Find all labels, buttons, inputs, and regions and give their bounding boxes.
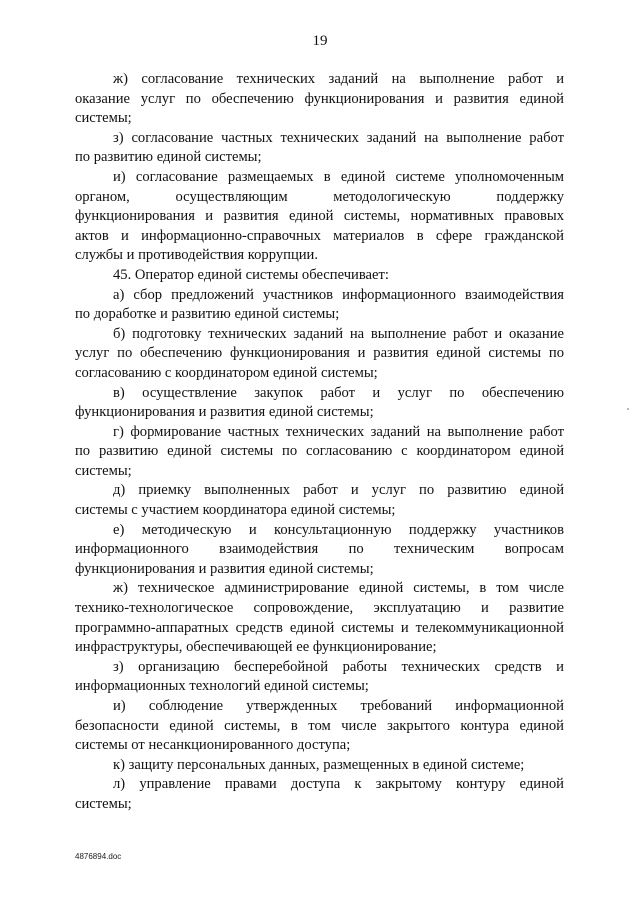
paragraph-line: оказание услуг по обеспечению функционирования и развития единой [75, 90, 564, 107]
paragraph-line: технико-технологическое сопровождение, эксплуатацию и развитие [75, 600, 564, 617]
paragraph-line: л) управление правами доступа к закрытому контуру единой [113, 776, 564, 793]
paragraph-line: ж) техническое администрирование единой системы, в том числе [113, 580, 564, 597]
paragraph-line: службы и противодействия коррупции. [75, 247, 319, 264]
paragraph-line: информационного взаимодействия по техническим вопросам [75, 541, 564, 558]
document-paragraph [75, 521, 564, 580]
document-paragraph [75, 168, 564, 266]
paragraph-line: б) подготовку технических заданий на выполнение работ и оказание [113, 325, 564, 342]
paragraph-line: функционирования и развития единой системы; [75, 404, 374, 421]
document-paragraph [75, 266, 564, 286]
document-paragraph [75, 129, 564, 168]
document-paragraph [75, 384, 564, 423]
document-paragraph [75, 658, 564, 697]
paragraph-line: органом, осуществляющим методологическую поддержку [75, 188, 564, 205]
document-paragraph [75, 697, 564, 756]
document-paragraph [75, 579, 564, 657]
paragraph-line: программно-аппаратных средств единой системы и телекоммуникационной [75, 619, 564, 636]
document-body [75, 70, 564, 815]
paragraph-line: з) организацию бесперебойной работы технических средств и [113, 658, 564, 675]
paragraph-line: системы от несанкционированного доступа; [75, 737, 351, 754]
paragraph-line: по развитию единой системы по согласованию с координатором единой [75, 443, 564, 460]
paragraph-line: функционирования и развития единой системы, нормативных правовых [75, 208, 564, 225]
page-number: 19 [312, 33, 328, 49]
paragraph-line: по доработке и развитию единой системы; [75, 306, 340, 323]
footer-filename: 4876894.doc [75, 852, 122, 861]
paragraph-line: и) соблюдение утвержденных требований информационной [113, 698, 564, 714]
document-paragraph [75, 756, 564, 776]
paragraph-line: в) осуществление закупок работ и услуг по обеспечению [113, 384, 564, 401]
paragraph-line: ж) согласование технических заданий на выполнение работ и [113, 71, 564, 87]
paragraph-line: функционирования и развития единой системы; [75, 560, 374, 577]
paragraph-line: д) приемку выполненных работ и услуг по развитию единой [113, 482, 564, 499]
paragraph-line: системы; [75, 795, 132, 812]
document-paragraph [75, 481, 564, 520]
paragraph-line: 45. Оператор единой системы обеспечивает: [113, 266, 389, 283]
paragraph-line: к) защиту персональных данных, размещенных в единой системе; [113, 756, 525, 773]
paragraph-line: системы; [75, 462, 132, 479]
paragraph-line: услуг по обеспечению функционирования и развития единой системы по [75, 345, 564, 362]
paragraph-line: системы; [75, 110, 132, 127]
paragraph-line: и) согласование размещаемых в единой системе уполномоченным [113, 168, 564, 185]
document-paragraph [75, 70, 564, 129]
paragraph-line: е) методическую и консультационную поддержку участников [113, 521, 564, 538]
paragraph-line: системы с участием координатора единой системы; [75, 502, 396, 519]
paragraph-line: актов и информационно-справочных материалов в сфере гражданской [75, 227, 564, 244]
paragraph-line: информационных технологий единой системы; [75, 678, 369, 695]
scan-artifact [627, 408, 629, 410]
paragraph-line: а) сбор предложений участников информационного взаимодействия [113, 286, 564, 303]
document-paragraph [75, 325, 564, 384]
paragraph-line: з) согласование частных технических заданий на выполнение работ [113, 129, 564, 146]
document-paragraph [75, 286, 564, 325]
paragraph-line: инфраструктуры, обеспечивающей ее функционирование; [75, 639, 437, 656]
paragraph-line: безопасности единой системы, в том числе закрытого контура единой [75, 717, 564, 734]
paragraph-line: согласованию с координатором единой системы; [75, 364, 378, 381]
document-paragraph [75, 775, 564, 814]
paragraph-line: г) формирование частных технических заданий на выполнение работ [113, 423, 564, 440]
paragraph-line: по развитию единой системы; [75, 149, 262, 166]
document-paragraph [75, 423, 564, 482]
